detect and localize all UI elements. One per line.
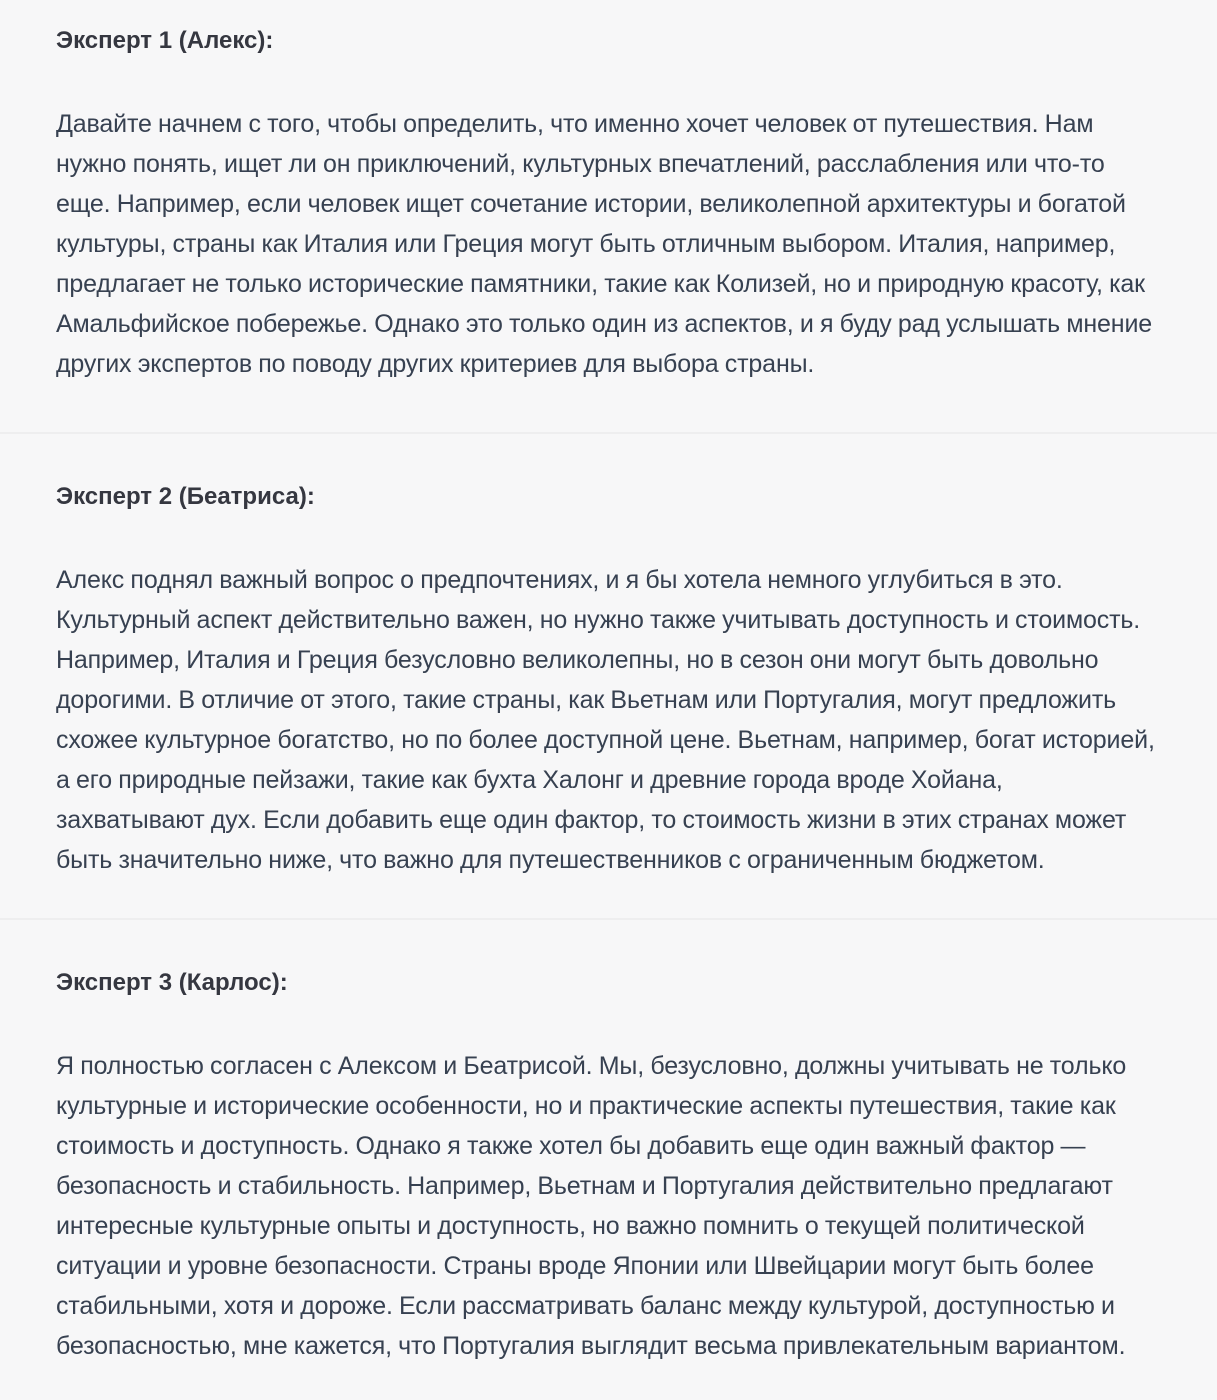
message-text: Давайте начнем с того, чтобы определить, что именно хочет человек от путешествия. Нам нужно понять, ищет ли он приключений, культурных впечатлений, расслабления или что-то еще. Например, если человек ищет сочетание истории, великолепной архитектуры и богатой культуры, страны как Италия или Греция могут быть отличным выбором. Италия, например, предлагает не только исторические памятники, такие как Колизей, но и природную красоту, как Амальфийское побережье. Однако это только один из аспектов, и я буду рад услышать мнение других экспертов по поводу других критериев для выбора страны. — [56, 110, 1153, 378]
expert-message-1 — [0, 0, 1217, 432]
message-text: Я полностью согласен с Алексом и Беатрисой. Мы, безусловно, должны учитывать не только культурные и исторические особенности, но и практические аспекты путешествия, такие как стоимость и доступность. Однако я также хотел бы добавить еще один важный фактор — безопасность и стабильность. Например, Вьетнам и Португалия действительно предлагают интересные культурные опыты и доступность, но важно помнить о текущей политической ситуации и уровне безопасности. Страны вроде Японии или Швейцарии могут быть более стабильными, хотя и дороже. Если рассматривать баланс между культурой, доступностью и безопасностью, мне кажется, что Португалия выглядит весьма привлекательным вариантом. — [56, 1052, 1127, 1360]
expert-message-2 — [0, 432, 1217, 918]
message-text: Алекс поднял важный вопрос о предпочтениях, и я бы хотела немного углубиться в это. Культурный аспект действительно важен, но нужно также учитывать доступность и стоимость. Например, Италия и Греция безусловно великолепны, но в сезон они могут быть довольно дорогими. В отличие от этого, такие страны, как Вьетнам или Португалия, могут предложить схожее культурное богатство, но по более доступной цене. Вьетнам, например, богат историей, а его природные пейзажи, такие как бухта Халонг и древние города вроде Хойана, захватывают дух. Если добавить еще один фактор, то стоимость жизни в этих странах может быть значительно ниже, что важно для путешественников с ограниченным бюджетом. — [56, 566, 1155, 874]
speaker-heading: Эксперт 3 (Карлос): — [56, 969, 288, 996]
speaker-heading: Эксперт 2 (Беатриса): — [56, 483, 315, 510]
expert-message-3 — [0, 918, 1217, 1400]
speaker-heading: Эксперт 1 (Алекс): — [56, 27, 274, 54]
